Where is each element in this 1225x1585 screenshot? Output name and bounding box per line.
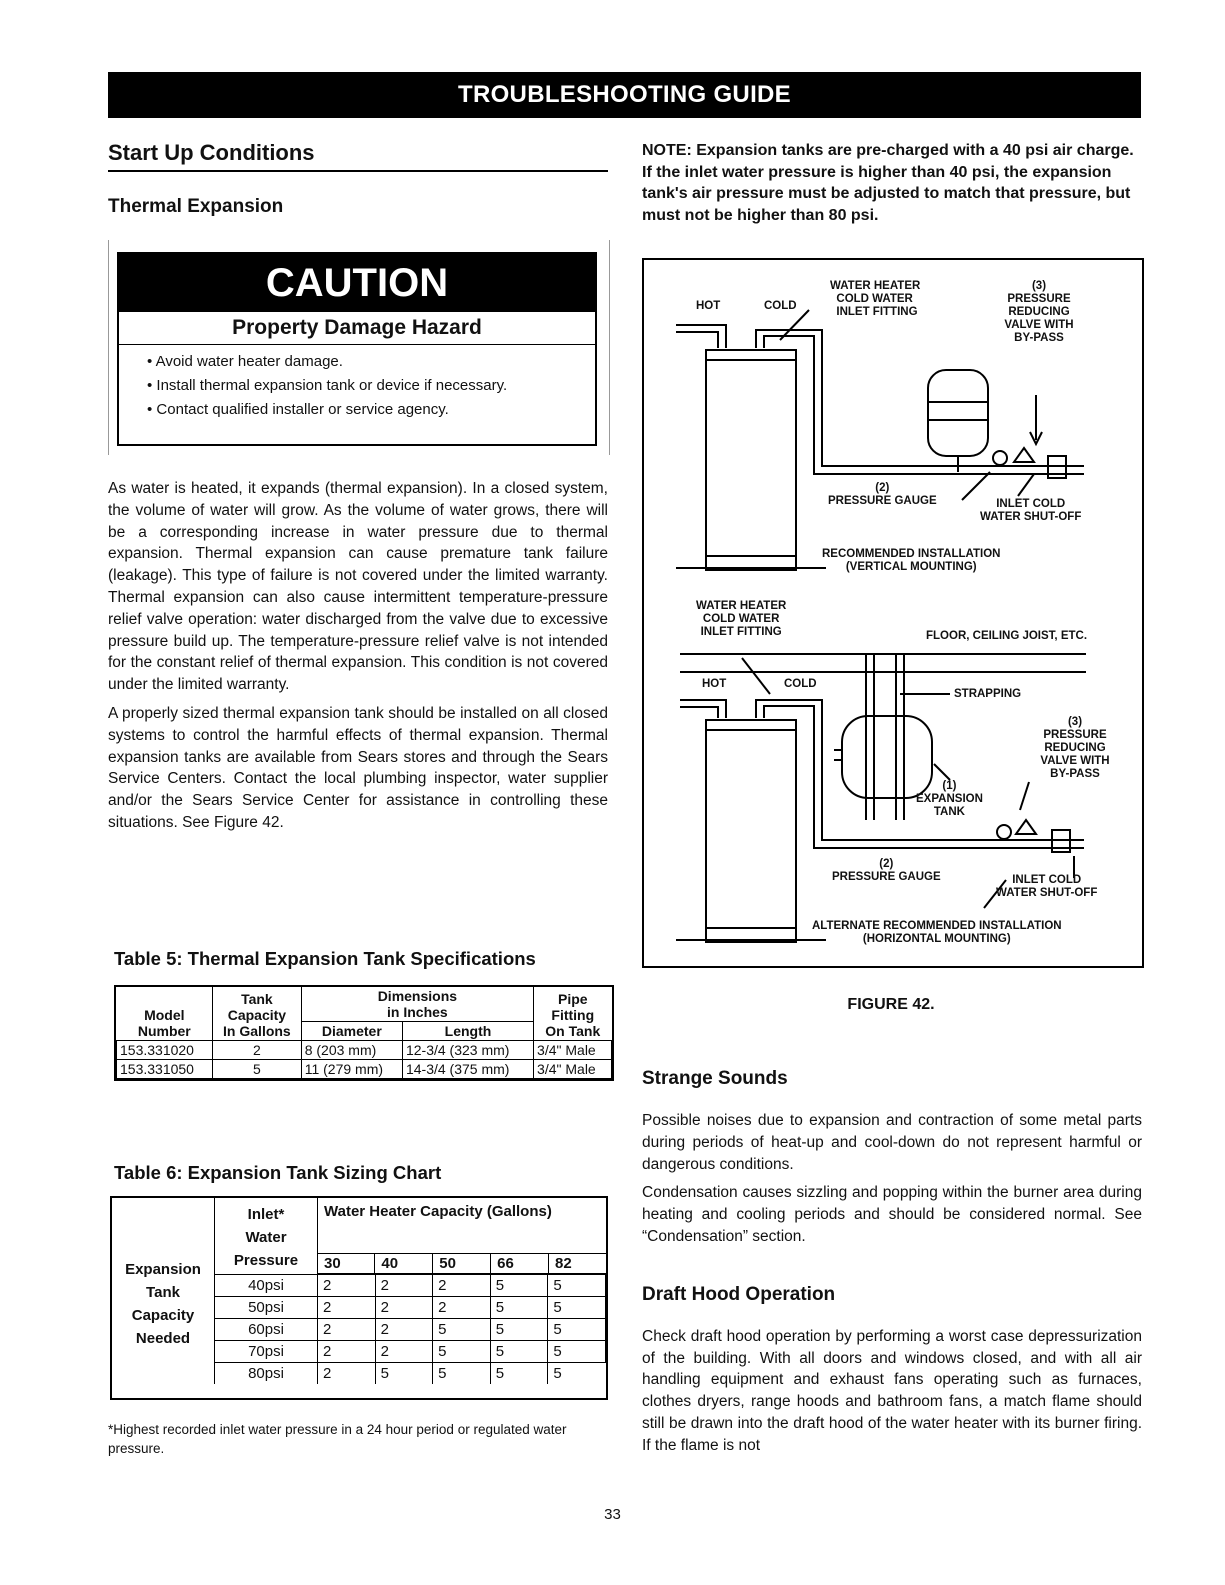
- expansion-tank-vertical: [928, 370, 988, 456]
- subsection-title: Thermal Expansion: [108, 196, 284, 217]
- expansion-tank-note: NOTE: Expansion tanks are pre-charged with a 40 psi air charge. If the inlet water pressure is higher than 40 psi, the expansion tank's air pressure must be adjusted to match that pressure, but must not be higher than 80 psi.: [642, 142, 1134, 224]
- label-prv-bottom: (3) PRESSURE REDUCING VALVE WITH BY-PASS: [1040, 716, 1110, 780]
- table6-capacity: 82: [549, 1254, 606, 1274]
- caution-item: • Contact qualified installer or service agency.: [147, 401, 595, 418]
- table6-cell: 2: [318, 1275, 376, 1297]
- figure-42: [642, 258, 1144, 968]
- right-column: [642, 140, 1142, 1454]
- table5-cell: 8 (203 mm): [301, 1041, 402, 1060]
- table6-cell: 2: [318, 1297, 376, 1319]
- table6-cell: 5: [548, 1319, 606, 1341]
- caution-item: • Avoid water heater damage.: [147, 353, 595, 370]
- caption-horizontal: ALTERNATE RECOMMENDED INSTALLATION (HORIZONTAL MOUNTING): [812, 920, 1062, 945]
- table6-cell: 2: [375, 1297, 433, 1319]
- caution-list: [119, 345, 595, 418]
- table5-cell: 11 (279 mm): [301, 1060, 402, 1079]
- table-row: [117, 1060, 612, 1079]
- table-row: [117, 1041, 612, 1060]
- table5-header-dimensions: Dimensions in Inches: [301, 987, 533, 1022]
- caution-header: CAUTION: [119, 254, 595, 312]
- caution-subheader: Property Damage Hazard: [119, 312, 595, 345]
- table6-cell: 5: [433, 1341, 491, 1363]
- table6-pressure: 60psi: [215, 1319, 318, 1341]
- label-shutoff-bottom: INLET COLD WATER SHUT-OFF: [996, 874, 1098, 899]
- figure-caption: FIGURE 42.: [847, 996, 935, 1013]
- label-cold-bottom: COLD: [784, 678, 817, 690]
- water-heater-tank-horizontal: [706, 720, 796, 942]
- table5-header-diameter: Diameter: [301, 1022, 402, 1041]
- table6-capacity: 66: [491, 1254, 549, 1274]
- table6-cell: 5: [490, 1363, 548, 1385]
- label-gauge-top: (2) PRESSURE GAUGE: [828, 482, 937, 507]
- draft-hood-title: Draft Hood Operation: [642, 1283, 836, 1305]
- table5-header-tank: Tank Capacity In Gallons: [213, 987, 302, 1041]
- left-column: [108, 140, 608, 1456]
- table6-pressure: 50psi: [215, 1297, 318, 1319]
- label-hot-bottom: HOT: [702, 678, 727, 690]
- table5-cell: 5: [213, 1060, 302, 1079]
- table6-cell: 2: [375, 1319, 433, 1341]
- table5-cell: 153.331020: [117, 1041, 213, 1060]
- label-cold-top: COLD: [764, 300, 797, 312]
- table6-cell: 2: [433, 1297, 491, 1319]
- strange-sounds-paragraph-1: Possible noises due to expansion and contraction of some metal parts during periods of heat-up and cool-down do not represent harmful or dangerous conditions.: [642, 1112, 1142, 1173]
- table6-inlet-header: Inlet* Water Pressure: [215, 1198, 318, 1275]
- table5-header-pipe: Pipe Fitting On Tank: [545, 991, 601, 1039]
- table6-cell: 5: [433, 1363, 491, 1385]
- table5-cell: 3/4" Male: [534, 1041, 612, 1060]
- page-number: 33: [604, 1506, 621, 1523]
- section-title: Start Up Conditions: [108, 140, 608, 172]
- table6-cell: 2: [375, 1341, 433, 1363]
- caption-vertical: RECOMMENDED INSTALLATION (VERTICAL MOUNTING): [822, 548, 1001, 573]
- table5-header-length: Length: [402, 1022, 533, 1041]
- table6-cell: 5: [548, 1297, 606, 1319]
- table6-cell: 2: [318, 1363, 376, 1385]
- table6-cell: 2: [375, 1275, 433, 1297]
- table6-row-label: Expansion Tank Capacity Needed: [125, 1261, 201, 1347]
- table5: [114, 985, 614, 1081]
- label-hot-top: HOT: [696, 300, 721, 312]
- table6-pressure: 40psi: [215, 1275, 318, 1297]
- table6-capacity-header: Water Heater Capacity (Gallons): [324, 1203, 552, 1220]
- table6-cell: 5: [548, 1363, 606, 1385]
- table5-cell: 3/4" Male: [534, 1060, 612, 1079]
- table5-cell: 12-3/4 (323 mm): [402, 1041, 533, 1060]
- table6-cell: 5: [548, 1341, 606, 1363]
- draft-hood-paragraph: Check draft hood operation by performing a worst case depressurization of the building. With all doors and windows closed, and with all air handling equipment and exhaust fans operating such as furnaces, clothes dryers, range hoods and bathroom fans, a match flame should still be drawn into the draft hood of the water heater with its burner firing. If the flame is not: [642, 1327, 1142, 1454]
- label-prv-top: (3) PRESSURE REDUCING VALVE WITH BY-PASS: [1004, 280, 1074, 344]
- table6-pressure: 70psi: [215, 1341, 318, 1363]
- label-shutoff-top: INLET COLD WATER SHUT-OFF: [980, 498, 1082, 523]
- strange-sounds-title: Strange Sounds: [642, 1068, 788, 1089]
- table6-cell: 5: [490, 1275, 548, 1297]
- table5-header-model: Model Number: [117, 987, 213, 1041]
- table6: [110, 1196, 608, 1400]
- table6-cell: 5: [490, 1297, 548, 1319]
- table6-footnote: *Highest recorded inlet water pressure in a 24 hour period or regulated water pressure.: [108, 1422, 567, 1456]
- caution-item: • Install thermal expansion tank or device if necessary.: [147, 377, 595, 394]
- water-heater-tank-vertical: [706, 350, 796, 570]
- strange-sounds-paragraph-2: Condensation causes sizzling and popping within the burner area during heating and cooling periods and should be considered normal. See “Condensation” section.: [642, 1184, 1142, 1245]
- table6-cell: 5: [490, 1319, 548, 1341]
- label-inlet-fitting-bottom: WATER HEATER COLD WATER INLET FITTING: [696, 600, 787, 638]
- label-floor: FLOOR, CEILING JOIST, ETC.: [926, 630, 1088, 642]
- table6-capacity: 30: [318, 1254, 375, 1274]
- label-strapping: STRAPPING: [954, 688, 1022, 700]
- table6-cell: 2: [318, 1319, 376, 1341]
- table5-title: Table 5: Thermal Expansion Tank Specifications: [114, 948, 536, 969]
- caution-box: [117, 252, 597, 446]
- table6-pressure: 80psi: [215, 1363, 318, 1385]
- page-banner: TROUBLESHOOTING GUIDE: [108, 72, 1141, 118]
- table5-cell: 2: [213, 1041, 302, 1060]
- table6-cell: 5: [548, 1275, 606, 1297]
- table6-cell: 5: [433, 1319, 491, 1341]
- table6-capacity: 40: [375, 1254, 433, 1274]
- paragraph-thermal-expansion: As water is heated, it expands (thermal expansion). In a closed system, the volume of water will grow. As the volume of water grows, there will be a corresponding increase in water pressure due to thermal expansion. Thermal expansion can cause premature tank failure (leakage). This type of failure is not covered under the limited warranty. Thermal expansion can also cause intermittent temperature-pressure relief valve operation: water discharged from the valve due to excessive pressure build up. The temperature-pressure relief valve is not intended for the constant relief of thermal expansion. This condition is not covered under the limited warranty.: [108, 480, 608, 694]
- table6-cell: 2: [318, 1341, 376, 1363]
- table5-cell: 153.331050: [117, 1060, 213, 1079]
- table6-capacity: 50: [433, 1254, 491, 1274]
- table6-cell: 5: [375, 1363, 433, 1385]
- paragraph-expansion-tank: A properly sized thermal expansion tank should be installed on all closed systems to control the harmful effects of thermal expansion. Thermal expansion tanks are available from Sears stores and through the Sears Service Centers. Contact the local plumbing inspector, water supplier and/or the Sears Service Center for assistance in controlling these situations. See Figure 42.: [108, 704, 608, 831]
- table6-cell: 5: [490, 1341, 548, 1363]
- caution-frame: [108, 240, 610, 455]
- table5-cell: 14-3/4 (375 mm): [402, 1060, 533, 1079]
- label-gauge-bottom: (2) PRESSURE GAUGE: [832, 858, 941, 883]
- label-expansion-tank: (1) EXPANSION TANK: [916, 780, 983, 818]
- table6-cell: 2: [433, 1275, 491, 1297]
- table6-title: Table 6: Expansion Tank Sizing Chart: [114, 1162, 442, 1183]
- label-inlet-fitting-top: WATER HEATER COLD WATER INLET FITTING: [830, 280, 921, 318]
